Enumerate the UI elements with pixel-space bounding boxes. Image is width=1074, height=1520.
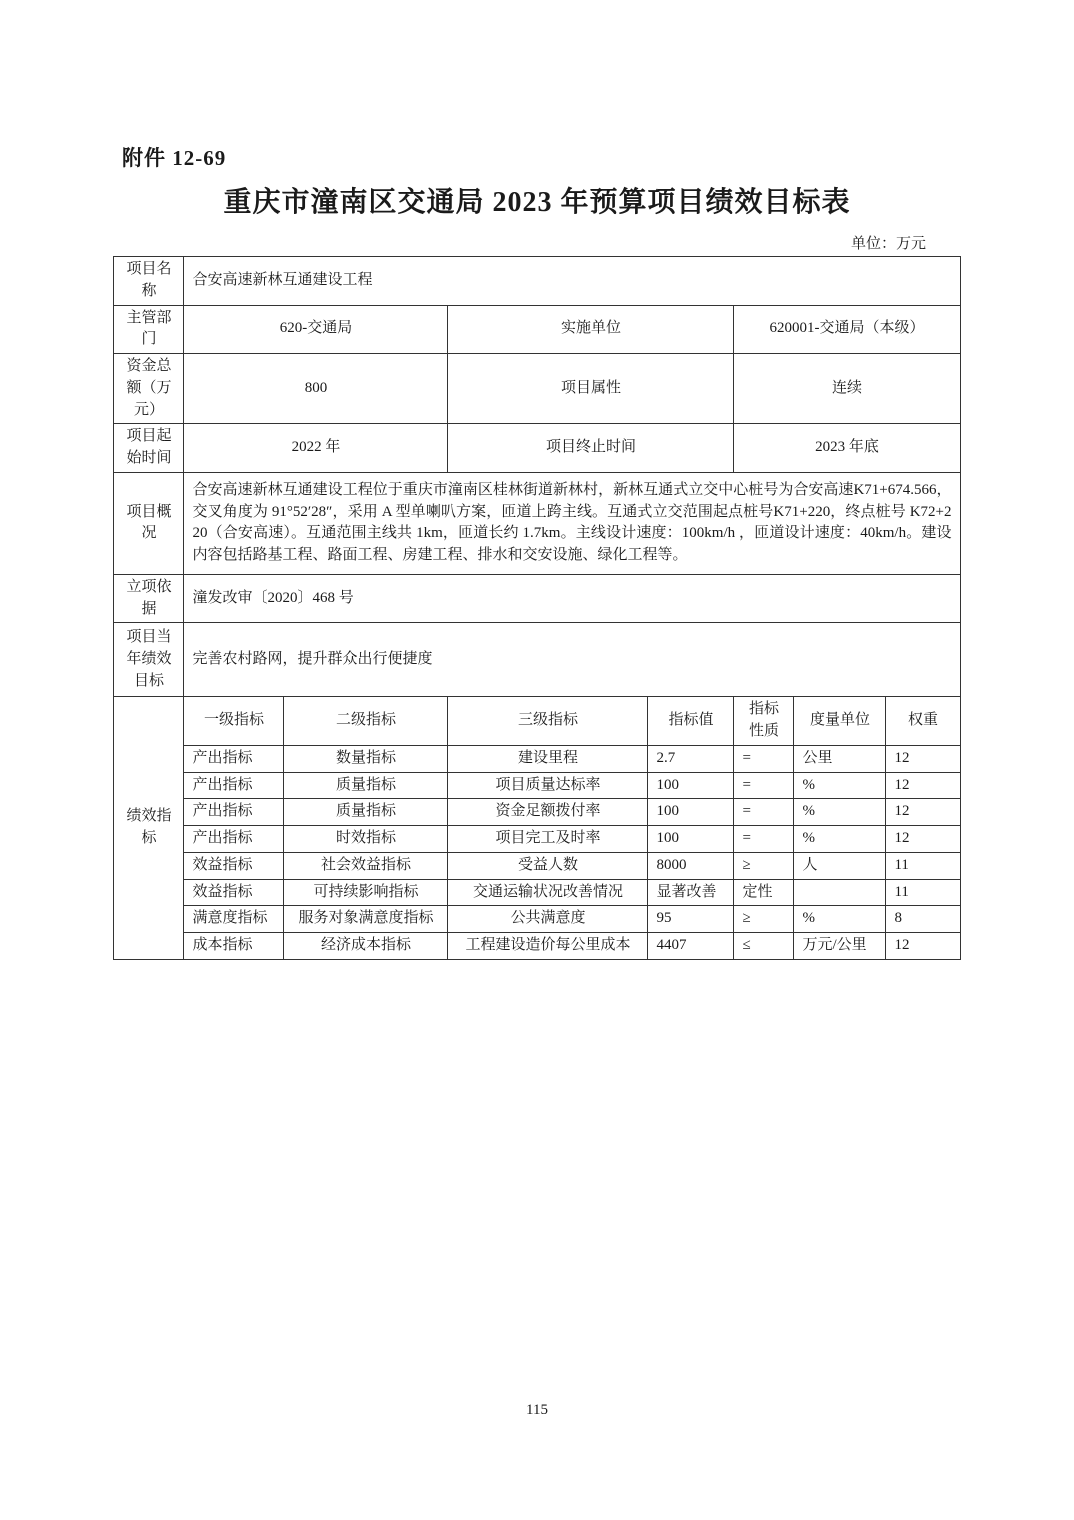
start-time-value: 2022 年	[184, 424, 448, 473]
indicator-cell: 100	[648, 826, 734, 853]
indicator-cell: 效益指标	[184, 879, 284, 906]
indicator-cell: 项目质量达标率	[448, 772, 648, 799]
indicator-cell: 定性	[734, 879, 794, 906]
indicator-row	[114, 799, 960, 826]
indicator-row	[114, 826, 960, 853]
project-attribute-value: 连续	[734, 354, 960, 424]
indicator-cell: %	[794, 906, 886, 933]
indicator-cell: =	[734, 745, 794, 772]
overview-label: 项目概况	[114, 472, 184, 574]
indicator-row	[114, 879, 960, 906]
project-name-value: 合安高速新林互通建设工程	[184, 257, 960, 306]
start-time-label: 项目起始时间	[114, 424, 184, 473]
indicator-row	[114, 745, 960, 772]
indicator-cell: 2.7	[648, 745, 734, 772]
funding-value: 800	[184, 354, 448, 424]
indicator-cell: 满意度指标	[184, 906, 284, 933]
indicator-cell: 12	[886, 799, 960, 826]
indicators-label: 绩效指标	[114, 697, 184, 960]
indicator-cell: 成本指标	[184, 933, 284, 960]
indicator-cell: =	[734, 772, 794, 799]
indicator-cell: %	[794, 826, 886, 853]
indicator-header-unit: 度量单位	[794, 697, 886, 746]
project-name-label: 项目名称	[114, 257, 184, 306]
indicator-cell: 公共满意度	[448, 906, 648, 933]
indicator-cell: 人	[794, 852, 886, 879]
indicator-cell: 100	[648, 799, 734, 826]
indicator-header-row	[114, 697, 960, 746]
end-time-label: 项目终止时间	[448, 424, 734, 473]
indicator-cell: ≤	[734, 933, 794, 960]
indicator-cell: 万元/公里	[794, 933, 886, 960]
end-time-value: 2023 年底	[734, 424, 960, 473]
indicator-cell: ≥	[734, 852, 794, 879]
attachment-label: 附件 12-69	[122, 146, 227, 170]
indicator-cell: %	[794, 799, 886, 826]
indicator-cell: =	[734, 799, 794, 826]
indicator-cell: 产出指标	[184, 745, 284, 772]
indicator-cell: 8	[886, 906, 960, 933]
indicator-cell: 12	[886, 772, 960, 799]
indicator-cell: 95	[648, 906, 734, 933]
indicator-row	[114, 906, 960, 933]
indicator-row	[114, 933, 960, 960]
row-schedule	[114, 424, 960, 473]
indicator-cell: 数量指标	[284, 745, 448, 772]
basis-value: 潼发改审〔2020〕468 号	[184, 574, 960, 623]
indicator-cell: 项目完工及时率	[448, 826, 648, 853]
implementing-unit-label: 实施单位	[448, 305, 734, 354]
indicator-cell: 公里	[794, 745, 886, 772]
funding-label: 资金总额（万元）	[114, 354, 184, 424]
performance-target-table	[113, 256, 960, 960]
row-department	[114, 305, 960, 354]
indicator-header-level1: 一级指标	[184, 697, 284, 746]
annual-goal-value: 完善农村路网，提升群众出行便捷度	[184, 623, 960, 697]
indicator-cell: =	[734, 826, 794, 853]
unit-note: 单位：万元	[850, 236, 926, 252]
indicator-header-value: 指标值	[648, 697, 734, 746]
indicator-cell: 质量指标	[284, 772, 448, 799]
basis-label: 立项依据	[114, 574, 184, 623]
indicator-cell: 受益人数	[448, 852, 648, 879]
indicator-cell: 社会效益指标	[284, 852, 448, 879]
indicator-cell: 服务对象满意度指标	[284, 906, 448, 933]
indicator-header-nature: 指标性质	[734, 697, 794, 746]
indicator-cell: 12	[886, 826, 960, 853]
indicator-row	[114, 852, 960, 879]
indicator-header-level3: 三级指标	[448, 697, 648, 746]
indicator-cell: 显著改善	[648, 879, 734, 906]
row-funding	[114, 354, 960, 424]
project-attribute-label: 项目属性	[448, 354, 734, 424]
indicator-cell: 产出指标	[184, 772, 284, 799]
row-overview	[114, 472, 960, 574]
indicator-cell: 资金足额拨付率	[448, 799, 648, 826]
indicator-cell: 4407	[648, 933, 734, 960]
indicator-cell: 8000	[648, 852, 734, 879]
row-basis	[114, 574, 960, 623]
indicator-cell: 工程建设造价每公里成本	[448, 933, 648, 960]
indicator-cell: 时效指标	[284, 826, 448, 853]
indicator-cell: 效益指标	[184, 852, 284, 879]
indicator-header-level2: 二级指标	[284, 697, 448, 746]
indicator-cell: 建设里程	[448, 745, 648, 772]
indicator-cell: 11	[886, 879, 960, 906]
row-project-name	[114, 257, 960, 306]
implementing-unit-value: 620001-交通局（本级）	[734, 305, 960, 354]
page-title: 重庆市潼南区交通局 2023 年预算项目绩效目标表	[223, 187, 851, 218]
indicator-cell: 11	[886, 852, 960, 879]
overview-value: 合安高速新林互通建设工程位于重庆市潼南区桂林街道新林村，新林互通式立交中心桩号为合安高速K71+674.566，交叉角度为 91°52′28″，采用 A 型单喇叭方案，匝道上跨主线。互通式立交范围起点桩号K71+220，终点桩号 K72+220（合安高速）。互通范围主线共 1km，匝道长约 1.7km。主线设计速度：100km/h ，匝道设计速度：40km/h。建设内容包括路基工程、路面工程、房建工程、排水和交安设施、绿化工程等。	[184, 472, 960, 574]
indicator-cell: 经济成本指标	[284, 933, 448, 960]
indicator-cell: 12	[886, 745, 960, 772]
indicator-cell: 质量指标	[284, 799, 448, 826]
indicator-cell: 交通运输状况改善情况	[448, 879, 648, 906]
indicator-cell: 100	[648, 772, 734, 799]
page-number: 115	[526, 1402, 548, 1418]
indicator-cell: 可持续影响指标	[284, 879, 448, 906]
indicator-cell: 产出指标	[184, 799, 284, 826]
indicator-cell: ≥	[734, 906, 794, 933]
indicator-cell: %	[794, 772, 886, 799]
indicator-cell: 产出指标	[184, 826, 284, 853]
indicator-cell: 12	[886, 933, 960, 960]
indicator-row	[114, 772, 960, 799]
indicator-header-weight: 权重	[886, 697, 960, 746]
indicator-cell	[794, 879, 886, 906]
department-value: 620-交通局	[184, 305, 448, 354]
row-annual-goal	[114, 623, 960, 697]
annual-goal-label: 项目当年绩效目标	[114, 623, 184, 697]
department-label: 主管部门	[114, 305, 184, 354]
